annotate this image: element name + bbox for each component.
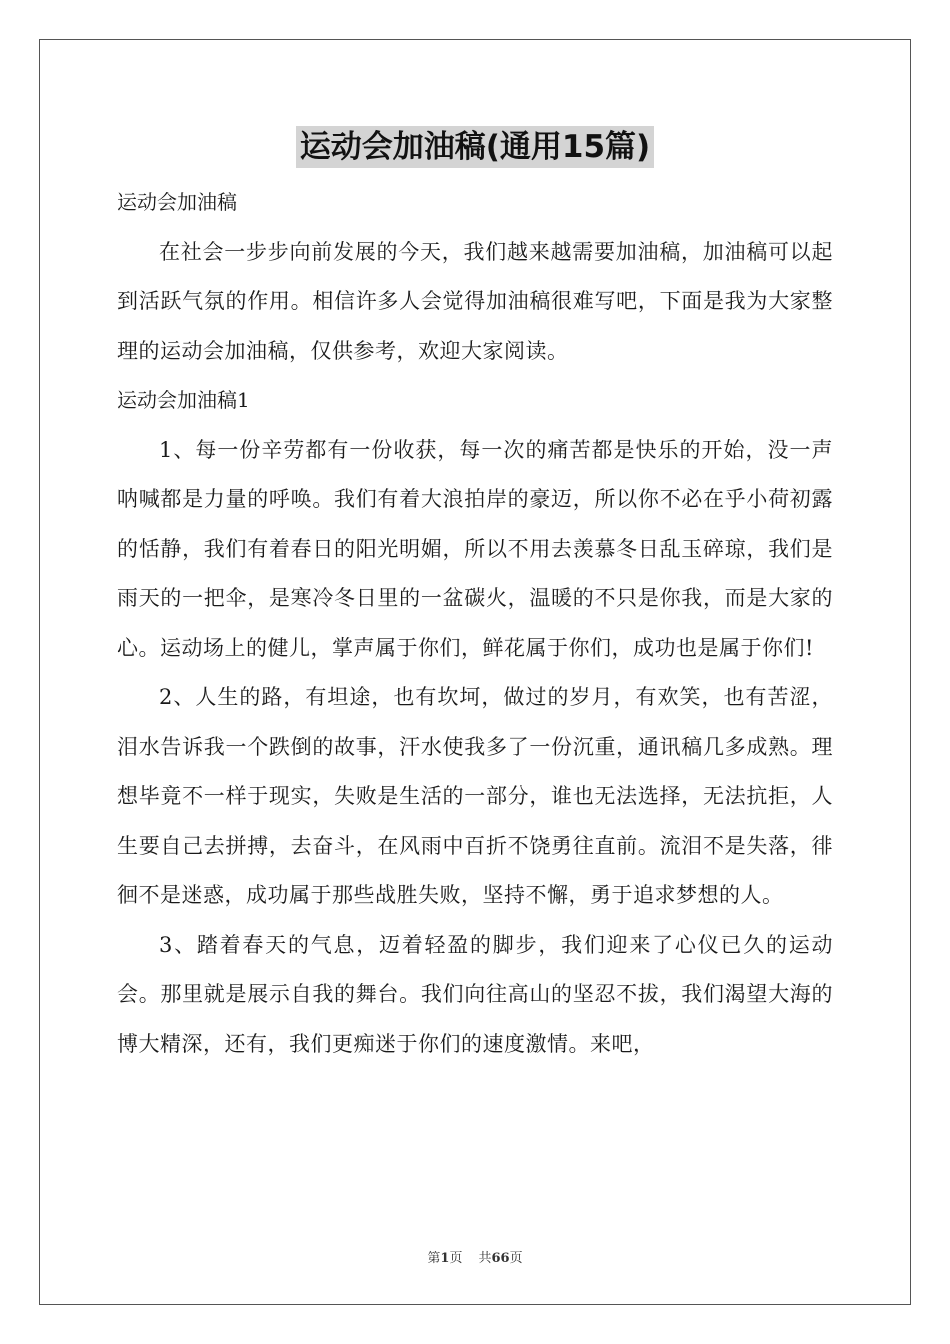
paragraph-3: 3、踏着春天的气息，迈着轻盈的脚步，我们迎来了心仪已久的运动会。那里就是展示自我的舞台。我们向往高山的坚忍不拔，我们渴望大海的博大精深，还有，我们更痴迷于你们的速度激情。来吧， <box>117 932 833 1056</box>
paragraph-1: 1、每一份辛劳都有一份收获，每一次的痛苦都是快乐的开始，没一声呐喊都是力量的呼唤。我们有着大浪拍岸的豪迈，所以你不必在乎小荷初露的恬静，我们有着春日的阳光明媚，所以不用去羡慕冬日乱玉碎琼，我们是雨天的一把伞，是寒冷冬日里的一盆碳火，温暖的不只是你我，而是大家的心。运动场上的健儿，掌声属于你们，鲜花属于你们，成功也是属于你们! <box>117 437 833 660</box>
document-body <box>117 178 833 1069</box>
current-page-number: 1 <box>440 1251 450 1266</box>
total-suffix: 页 <box>509 1251 523 1266</box>
page-prefix: 第 <box>427 1251 441 1266</box>
title-container <box>0 126 950 168</box>
intro-heading: 运动会加油稿 <box>117 190 237 214</box>
total-pages-number: 66 <box>491 1251 510 1266</box>
page-suffix: 页 <box>449 1251 463 1266</box>
section-heading: 运动会加油稿1 <box>117 388 250 412</box>
page-footer <box>0 1247 950 1266</box>
total-prefix: 共 <box>478 1251 492 1266</box>
intro-paragraph: 在社会一步步向前发展的今天，我们越来越需要加油稿，加油稿可以起到活跃气氛的作用。相信许多人会觉得加油稿很难写吧，下面是我为大家整理的运动会加油稿，仅供参考，欢迎大家阅读。 <box>117 239 833 363</box>
document-title: 运动会加油稿(通用15篇) <box>296 126 654 168</box>
paragraph-2: 2、人生的路，有坦途，也有坎坷，做过的岁月，有欢笑，也有苦涩，泪水告诉我一个跌倒的故事，汗水使我多了一份沉重，通讯稿几多成熟。理想毕竟不一样于现实，失败是生活的一部分，谁也无法选择，无法抗拒，人生要自己去拼搏，去奋斗，在风雨中百折不饶勇往直前。流泪不是失落，徘徊不是迷惑，成功属于那些战胜失败，坚持不懈，勇于追求梦想的人。 <box>117 685 833 907</box>
